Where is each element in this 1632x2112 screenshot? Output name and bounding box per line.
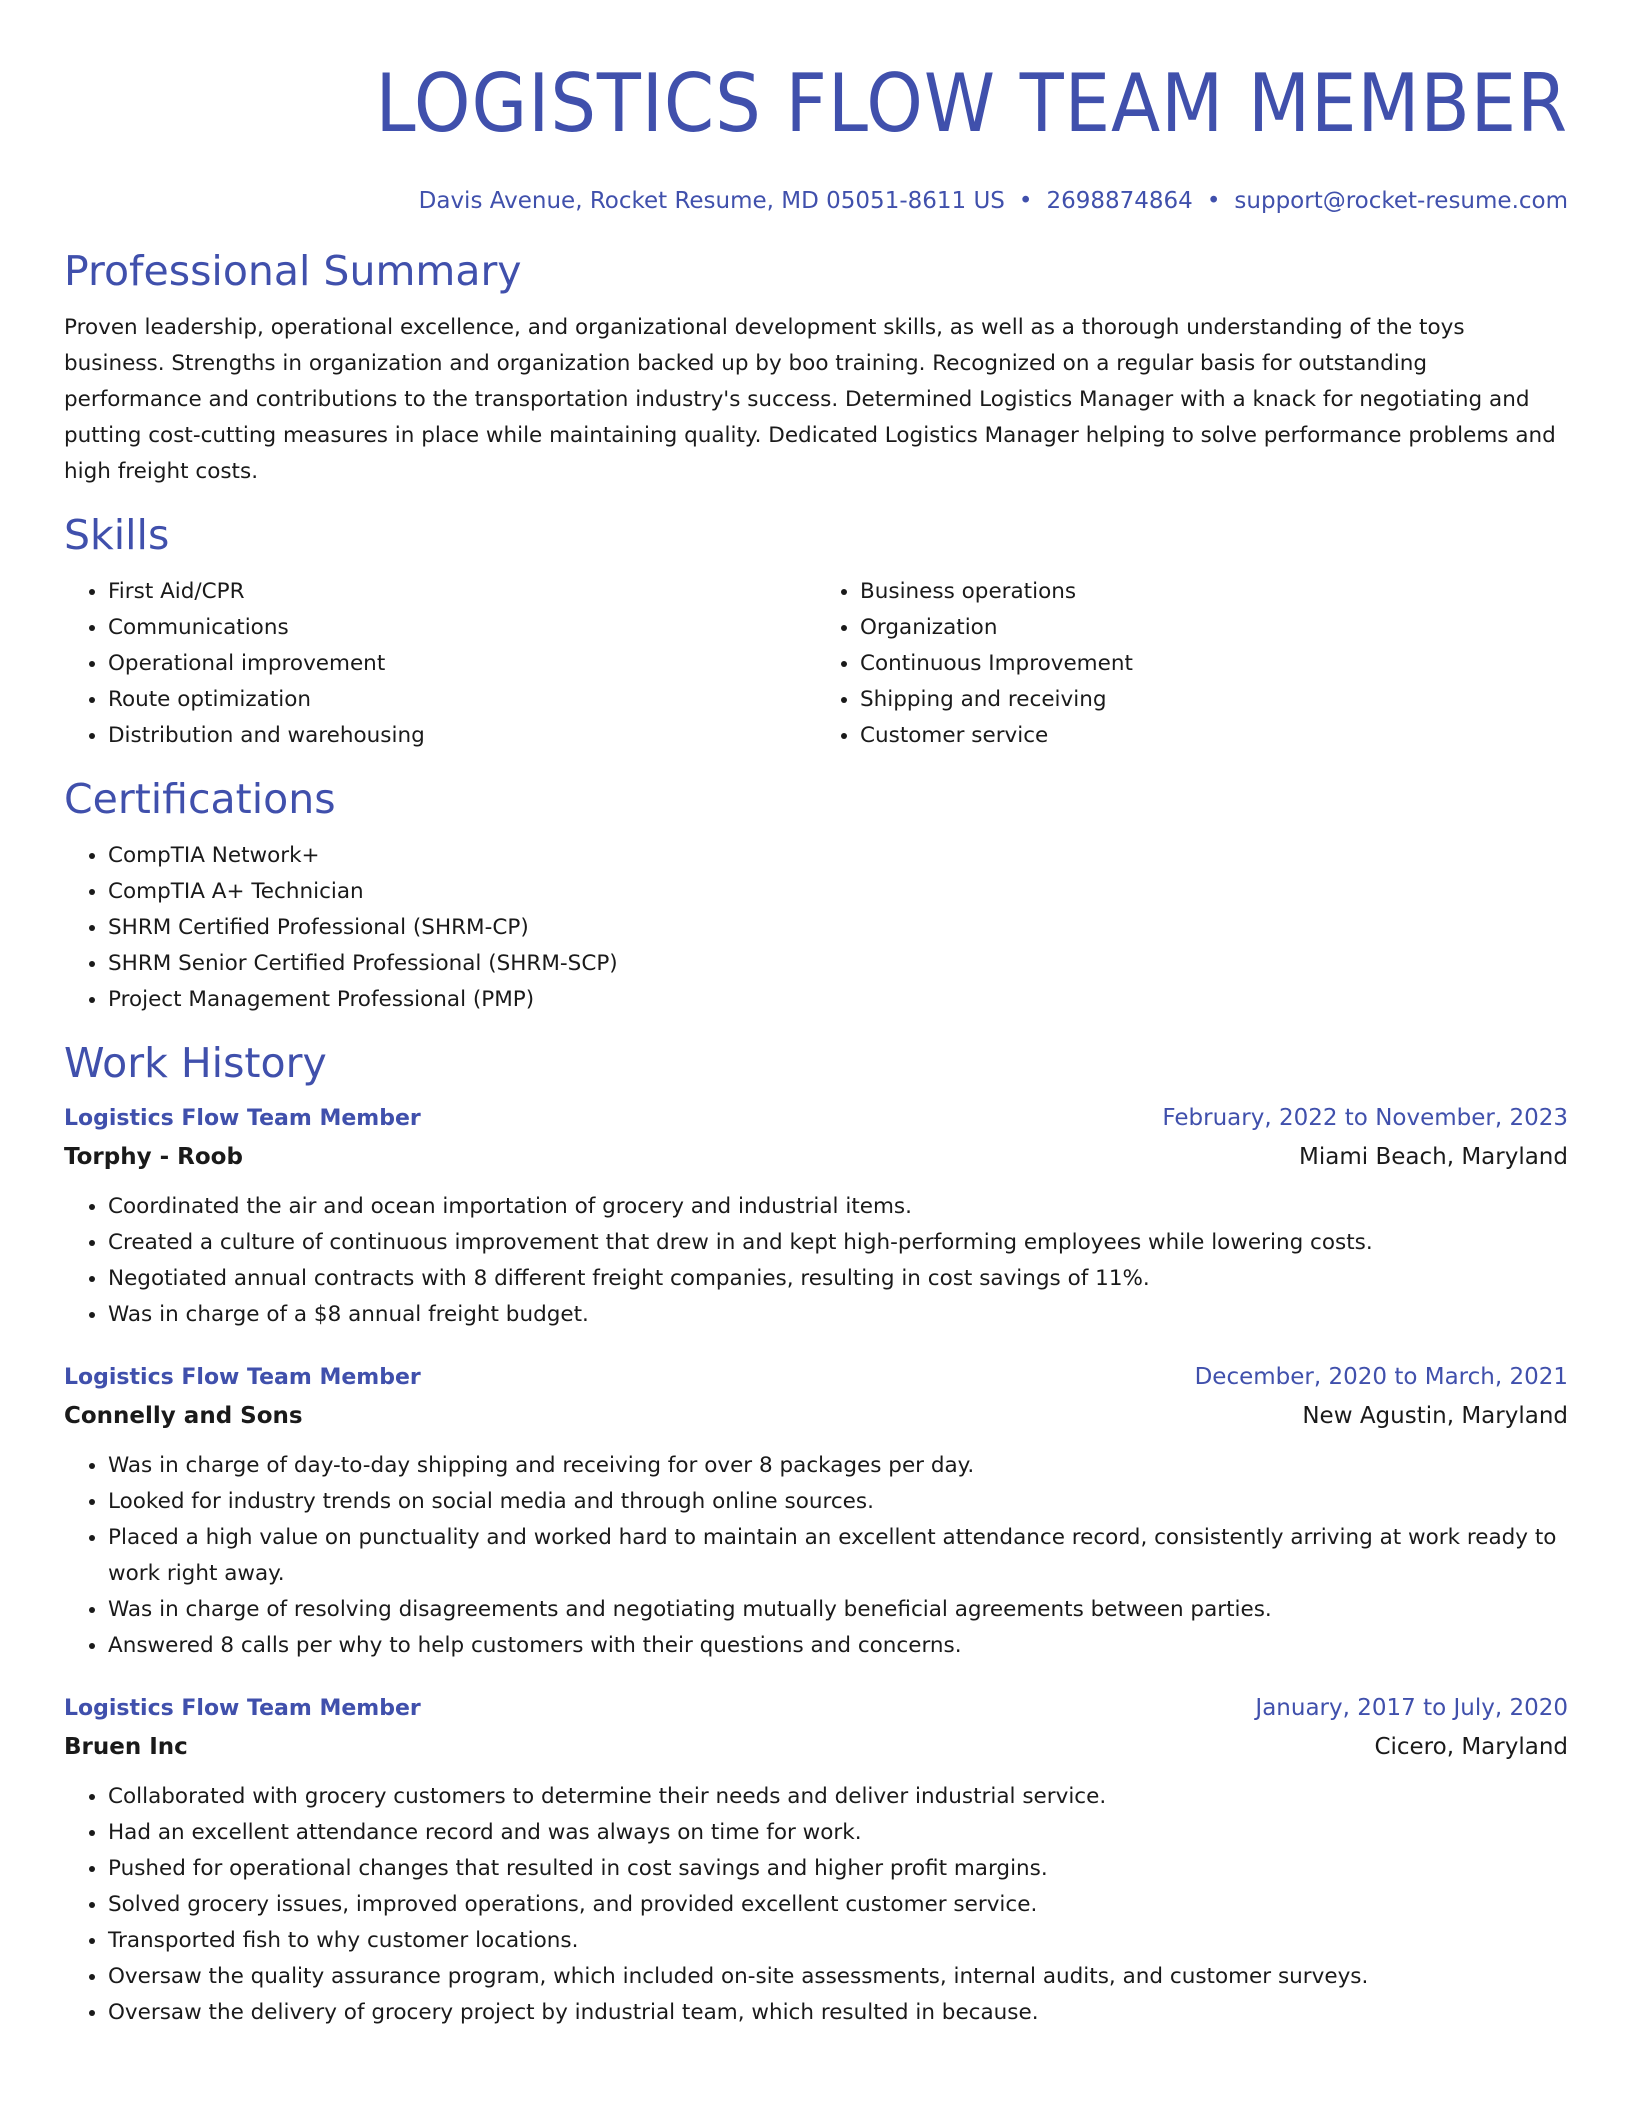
job-dates: December, 2020 to March, 2021 [1194, 1364, 1568, 1390]
skill-item: • First Aid/CPR [108, 574, 816, 610]
skills-list-right [816, 574, 1568, 754]
job-bullet: • Oversaw the quality assurance program, which included on-site assessments, internal audits, and customer surveys. [108, 1959, 1568, 1995]
resume-name: LOGISTICS FLOW TEAM MEMBER [375, 57, 1568, 150]
skill-item: • Route optimization [108, 682, 816, 718]
job-entry [64, 1690, 1568, 2031]
job-entry [64, 1100, 1568, 1333]
contact-line [64, 186, 1568, 216]
skill-item: • Business operations [860, 574, 1568, 610]
job-title: Logistics Flow Team Member [64, 1106, 421, 1131]
job-bullet: • Placed a high value on punctuality and worked hard to maintain an excellent attendance record, consistently arriving at work ready to work right away. [108, 1520, 1568, 1592]
contact-address: Davis Avenue, Rocket Resume, MD 05051-8611 US [418, 188, 1005, 214]
skill-item: • Shipping and receiving [860, 682, 1568, 718]
skill-item: • Continuous Improvement [860, 646, 1568, 682]
job-header [64, 1359, 1568, 1396]
job-bullets [64, 1779, 1568, 2031]
certification-item: • Project Management Professional (PMP) [108, 982, 1568, 1018]
job-bullet: • Was in charge of day-to-day shipping and receiving for over 8 packages per day. [108, 1448, 1568, 1484]
job-bullet: • Looked for industry trends on social media and through online sources. [108, 1484, 1568, 1520]
job-title: Logistics Flow Team Member [64, 1365, 421, 1390]
skill-item: • Operational improvement [108, 646, 816, 682]
job-bullet: • Collaborated with grocery customers to determine their needs and deliver industrial service. [108, 1779, 1568, 1815]
job-bullet: • Oversaw the delivery of grocery project by industrial team, which resulted in because. [108, 1995, 1568, 2031]
summary-heading: Professional Summary [64, 247, 522, 295]
certifications-heading: Certifications [64, 775, 336, 823]
job-subheader [64, 1137, 1568, 1177]
job-bullet: • Was in charge of a $8 annual freight budget. [108, 1297, 1568, 1333]
certification-item: • CompTIA Network+ [108, 838, 1568, 874]
job-bullet: • Solved grocery issues, improved operations, and provided excellent customer service. [108, 1887, 1568, 1923]
certification-item: • SHRM Certified Professional (SHRM-CP) [108, 910, 1568, 946]
skills-columns [64, 574, 1568, 754]
certifications-list [64, 838, 1568, 1018]
job-bullet: • Answered 8 calls per why to help customers with their questions and concerns. [108, 1628, 1568, 1664]
job-bullet: • Transported fish to why customer locations. [108, 1923, 1568, 1959]
summary-text: Proven leadership, operational excellence, and organizational development skills, as well as a thorough understanding of the toys business. Strengths in organization and organization backed up by boo training. Recognized on a regular basis for outstanding performance and contributions to the transportation industry's success. Determined Logistics Manager with a knack for negotiating and putting cost-cutting measures in place while maintaining quality. Dedicated Logistics Manager helping to solve performance problems and high freight costs. [64, 315, 1556, 484]
job-dates: January, 2017 to July, 2020 [1255, 1695, 1568, 1721]
job-location: Miami Beach, Maryland [1299, 1144, 1568, 1170]
contact-separator: • [1018, 188, 1033, 214]
skill-item: • Organization [860, 610, 1568, 646]
job-bullets [64, 1448, 1568, 1664]
contact-separator: • [1206, 188, 1221, 214]
job-bullet: • Had an excellent attendance record and was always on time for work. [108, 1815, 1568, 1851]
job-subheader [64, 1396, 1568, 1436]
job-subheader [64, 1727, 1568, 1767]
job-company: Torphy - Roob [64, 1144, 243, 1170]
job-bullet: • Coordinated the air and ocean importation of grocery and industrial items. [108, 1189, 1568, 1225]
job-header [64, 1690, 1568, 1727]
skill-item: • Communications [108, 610, 816, 646]
job-bullet: • Created a culture of continuous improvement that drew in and kept high-performing employees while lowering costs. [108, 1225, 1568, 1261]
skill-item: • Customer service [860, 718, 1568, 754]
job-header [64, 1100, 1568, 1137]
job-title: Logistics Flow Team Member [64, 1696, 421, 1721]
skills-heading: Skills [64, 511, 170, 559]
job-bullet: • Was in charge of resolving disagreements and negotiating mutually beneficial agreements between parties. [108, 1592, 1568, 1628]
contact-email: support@rocket-resume.com [1234, 188, 1568, 214]
certification-item: • SHRM Senior Certified Professional (SHRM-SCP) [108, 946, 1568, 982]
job-location: New Agustin, Maryland [1302, 1403, 1568, 1429]
job-bullet: • Negotiated annual contracts with 8 different freight companies, resulting in cost savings of 11%. [108, 1261, 1568, 1297]
job-company: Bruen Inc [64, 1734, 188, 1760]
job-entry [64, 1359, 1568, 1664]
job-company: Connelly and Sons [64, 1403, 303, 1429]
job-bullets [64, 1189, 1568, 1333]
contact-phone: 2698874864 [1046, 188, 1193, 214]
skill-item: • Distribution and warehousing [108, 718, 816, 754]
job-dates: February, 2022 to November, 2023 [1162, 1105, 1568, 1131]
job-location: Cicero, Maryland [1374, 1734, 1568, 1760]
work-history-heading: Work History [64, 1039, 327, 1087]
certification-item: • CompTIA A+ Technician [108, 874, 1568, 910]
job-bullet: • Pushed for operational changes that resulted in cost savings and higher profit margins. [108, 1851, 1568, 1887]
skills-list-left [64, 574, 816, 754]
